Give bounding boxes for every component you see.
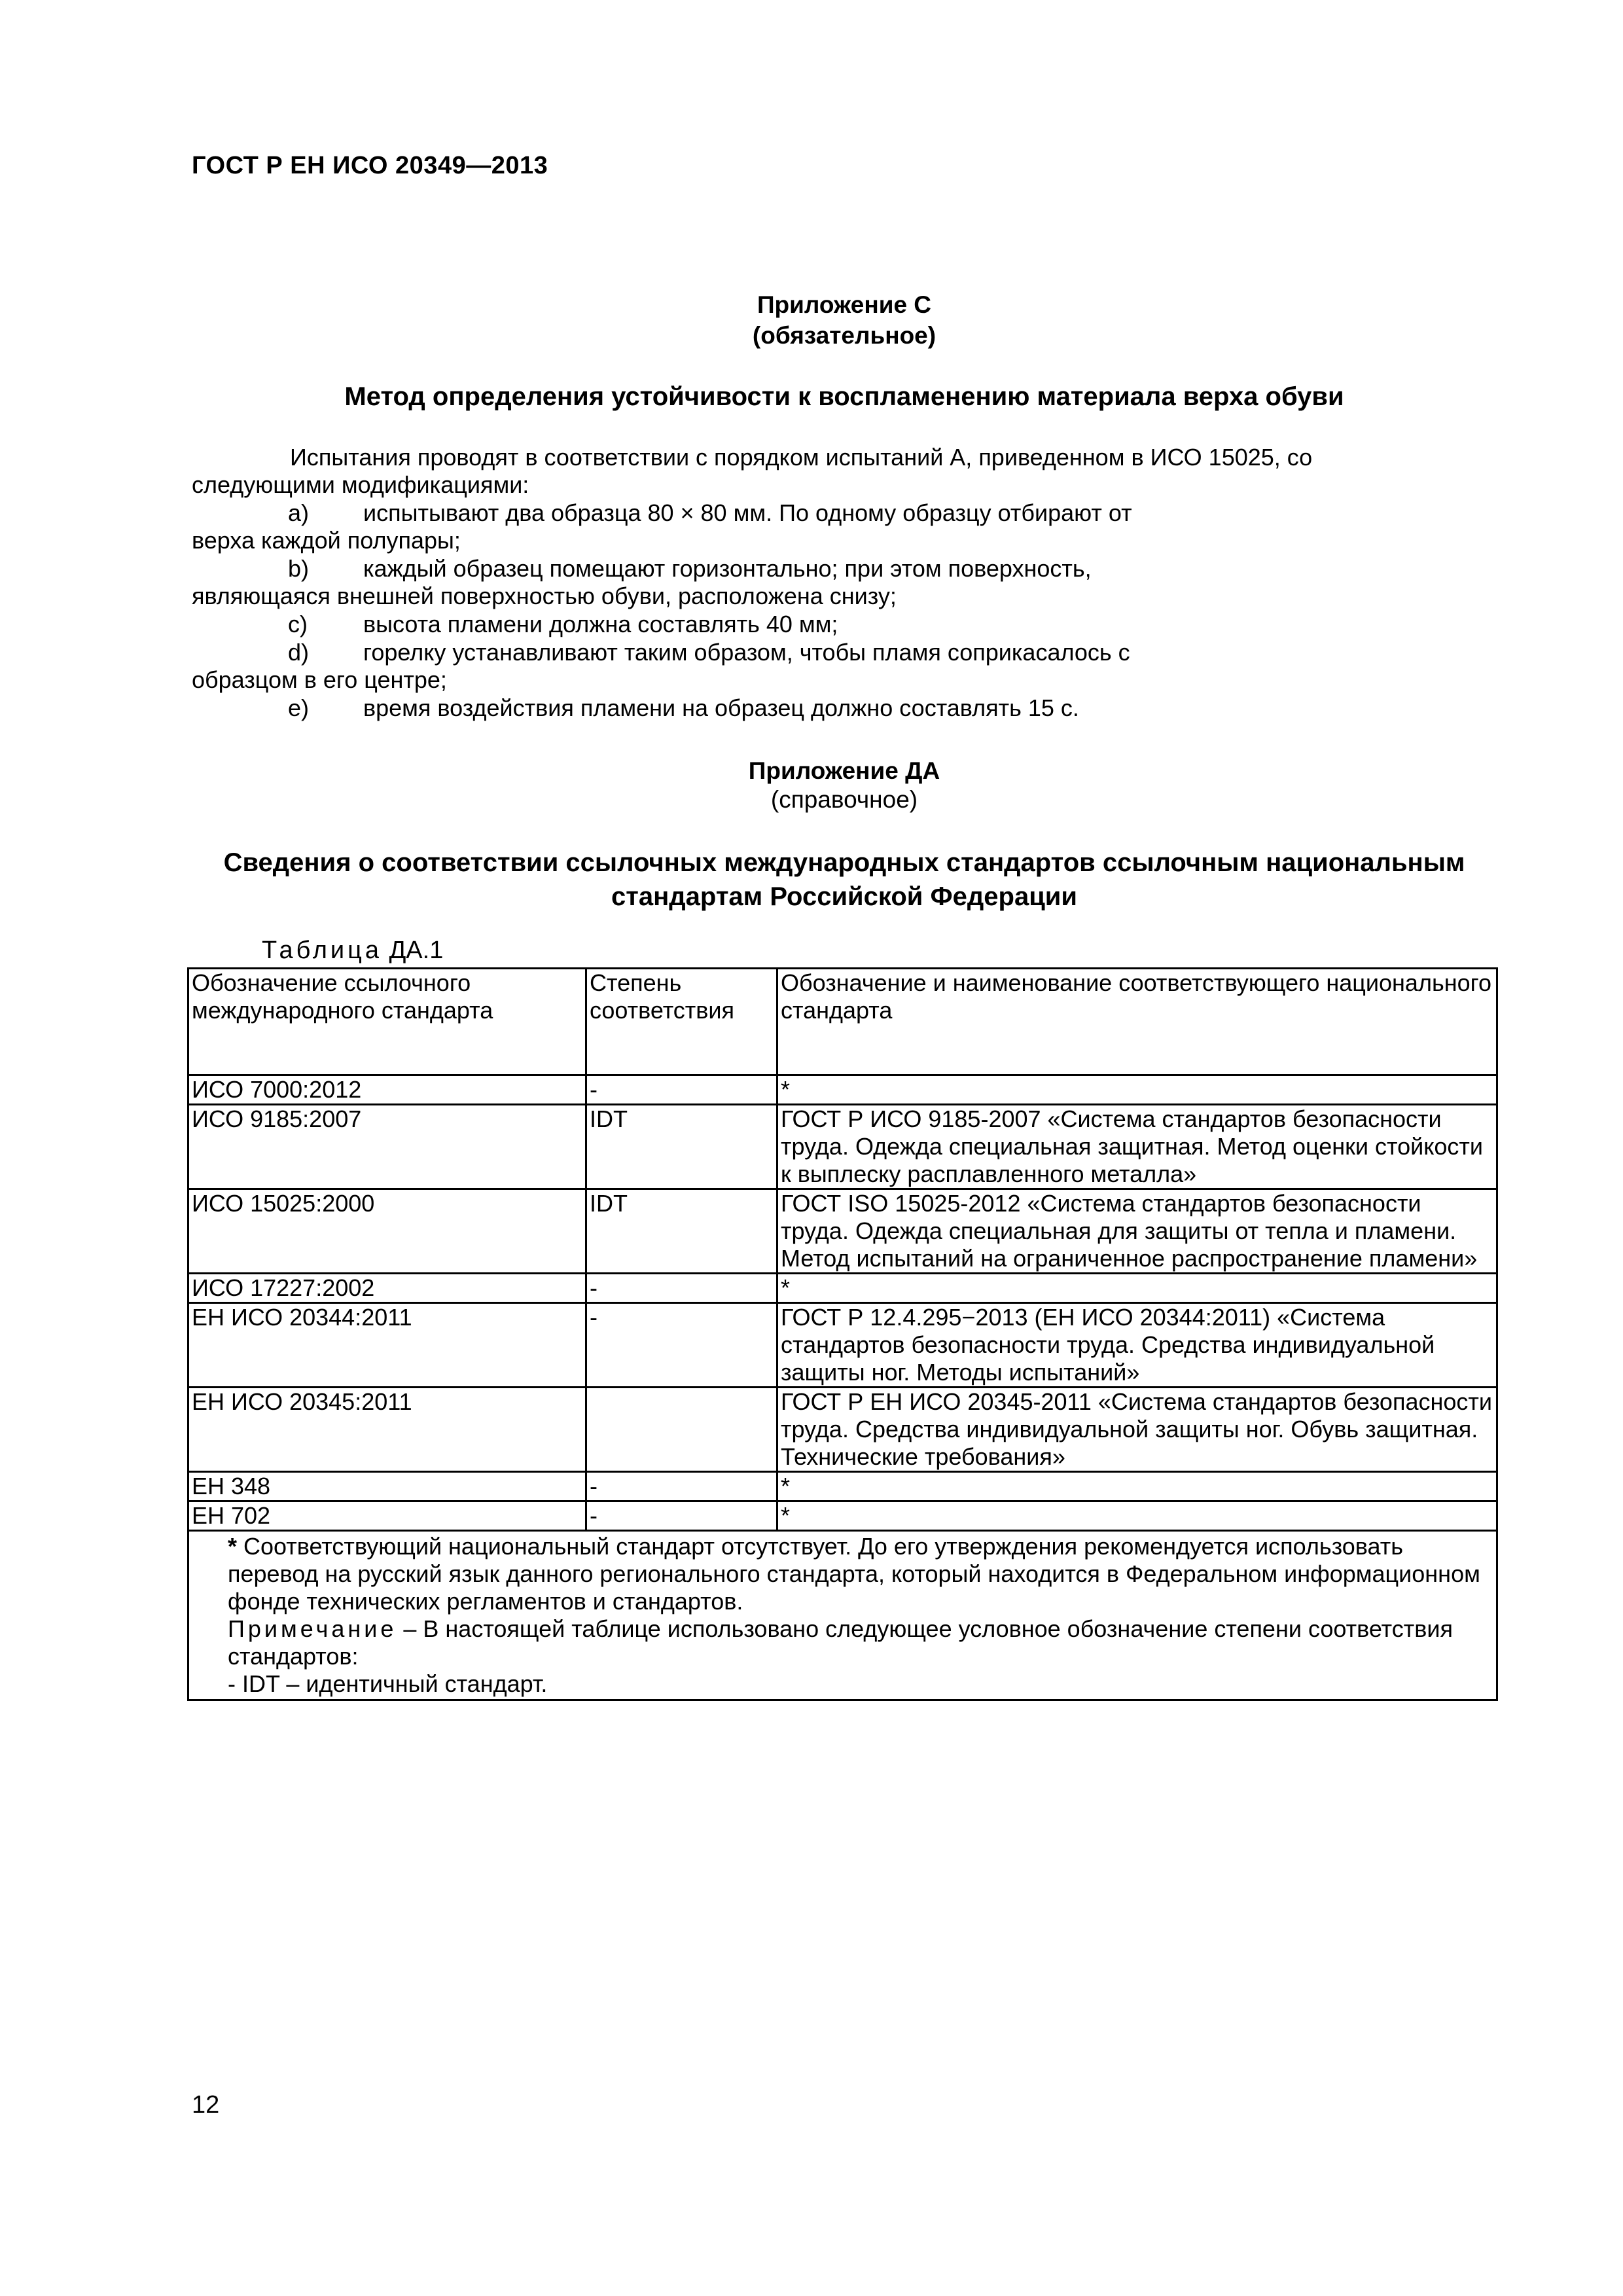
cell-ref: ЕН 702	[188, 1501, 586, 1531]
cell-national: *	[777, 1501, 1497, 1531]
table-row	[188, 1388, 1497, 1472]
item-label-e: e)	[288, 694, 310, 721]
item-label-a: a)	[288, 499, 310, 526]
intro-line-2: следующими модификациями:	[192, 471, 529, 498]
table-note	[192, 1615, 1493, 1670]
annex-c-title: Приложение С	[757, 291, 932, 318]
item-a-line-2: верха каждой полупары;	[192, 527, 461, 554]
item-label-b: b)	[288, 555, 310, 582]
header-national-standard: Обозначение и наименование соответствующего национального стандарта	[777, 969, 1497, 1075]
table-row	[188, 1075, 1497, 1105]
cell-ref: ИСО 17227:2002	[188, 1274, 586, 1303]
annex-da-heading-line-1: Сведения о соответствии ссылочных международных стандартов ссылочным национальным	[223, 848, 1465, 877]
item-a-line-1: испытывают два образца 80 × 80 мм. По одному образцу отбирают от	[363, 499, 1132, 526]
cell-ref: ЕН ИСО 20345:2011	[188, 1388, 586, 1472]
cell-national: *	[777, 1274, 1497, 1303]
cell-ref: ЕН ИСО 20344:2011	[188, 1303, 586, 1388]
standards-table	[187, 967, 1498, 1701]
item-label-c: c)	[288, 611, 308, 637]
item-b-line-1: каждый образец помещают горизонтально; при этом поверхность,	[363, 555, 1092, 582]
page-number: 12	[192, 2091, 220, 2119]
item-d-line-2: образцом в его центре;	[192, 666, 447, 693]
intro-line-1: Испытания проводят в соответствии с порядком испытаний А, приведенном в ИСО 15025, со	[290, 444, 1313, 471]
footnote	[192, 1533, 1493, 1615]
item-d-line-1: горелку устанавливают таким образом, чтобы пламя соприкасалось с	[363, 639, 1130, 666]
cell-national: ГОСТ Р ИСО 9185-2007 «Система стандартов безопасности труда. Одежда специальная защитная. Метод оценки стойкости к выплеску расплавленного металла»	[777, 1105, 1497, 1189]
cell-ref: ИСО 9185:2007	[188, 1105, 586, 1189]
item-b-line-2: являющаяся внешней поверхностью обуви, расположена снизу;	[192, 583, 897, 609]
item-e-line-1: время воздействия пламени на образец должно составлять 15 с.	[363, 694, 1079, 721]
annex-c-status: (обязательное)	[752, 322, 936, 349]
footnote-text: Соответствующий национальный стандарт отсутствует. До его утверждения рекомендуется использовать перевод на русский язык данного регионального стандарта, который находится в Федеральном информационном фонде технических регламентов и стандартов.	[228, 1533, 1480, 1615]
cell-national: ГОСТ Р ЕН ИСО 20345-2011 «Система стандартов безопасности труда. Средства индивидуальной защиты ног. Обувь защитная. Технические требования»	[777, 1388, 1497, 1472]
footnote-star: *	[228, 1533, 238, 1560]
table-row	[188, 1472, 1497, 1501]
table-header-row	[188, 969, 1497, 1075]
cell-national: ГОСТ ISO 15025-2012 «Система стандартов безопасности труда. Одежда специальная для защиты от тепла и пламени. Метод испытаний на ограниченное распространение пламени»	[777, 1189, 1497, 1274]
table-caption-number: ДА.1	[389, 937, 444, 964]
cell-degree: -	[586, 1303, 777, 1388]
table-row	[188, 1303, 1497, 1388]
cell-ref: ИСО 15025:2000	[188, 1189, 586, 1274]
cell-national: *	[777, 1472, 1497, 1501]
cell-ref: ИСО 7000:2012	[188, 1075, 586, 1105]
table-row	[188, 1274, 1497, 1303]
annex-c-heading: Метод определения устойчивости к воспламенению материала верха обуви	[344, 382, 1344, 411]
cell-degree: -	[586, 1274, 777, 1303]
note-item: - IDT – идентичный стандарт.	[228, 1670, 548, 1697]
annex-da-heading-line-2: стандартам Российской Федерации	[611, 882, 1077, 911]
item-c-line-1: высота пламени должна составлять 40 мм;	[363, 611, 838, 637]
table-row	[188, 1105, 1497, 1189]
table-footnote	[188, 1531, 1497, 1700]
cell-degree	[586, 1388, 777, 1472]
table-caption-word: Таблица	[262, 937, 382, 964]
cell-national: *	[777, 1075, 1497, 1105]
cell-national: ГОСТ Р 12.4.295−2013 (ЕН ИСО 20344:2011) «Система стандартов безопасности труда. Средства индивидуальной защиты ног. Методы испытаний»	[777, 1303, 1497, 1388]
cell-degree: -	[586, 1501, 777, 1531]
annex-da-status: (справочное)	[770, 786, 918, 813]
note-label: Примечание	[228, 1615, 397, 1642]
table-caption	[262, 936, 443, 965]
annex-da-heading	[190, 846, 1499, 914]
cell-ref: ЕН 348	[188, 1472, 586, 1501]
item-label-d: d)	[288, 639, 310, 666]
header-ref-standard: Обозначение ссылочного международного стандарта	[188, 969, 586, 1075]
table-row	[188, 1501, 1497, 1531]
document-code: ГОСТ Р ЕН ИСО 20349—2013	[192, 152, 548, 179]
header-degree: Степень соответствия	[586, 969, 777, 1075]
table-footnote-row	[188, 1531, 1497, 1700]
note-text: – В настоящей таблице использовано следующее условное обозначение степени соответствия стандартов:	[228, 1615, 1453, 1670]
cell-degree: IDT	[586, 1189, 777, 1274]
cell-degree: -	[586, 1075, 777, 1105]
annex-da-title: Приложение ДА	[748, 757, 940, 784]
cell-degree: IDT	[586, 1105, 777, 1189]
table-row	[188, 1189, 1497, 1274]
cell-degree: -	[586, 1472, 777, 1501]
